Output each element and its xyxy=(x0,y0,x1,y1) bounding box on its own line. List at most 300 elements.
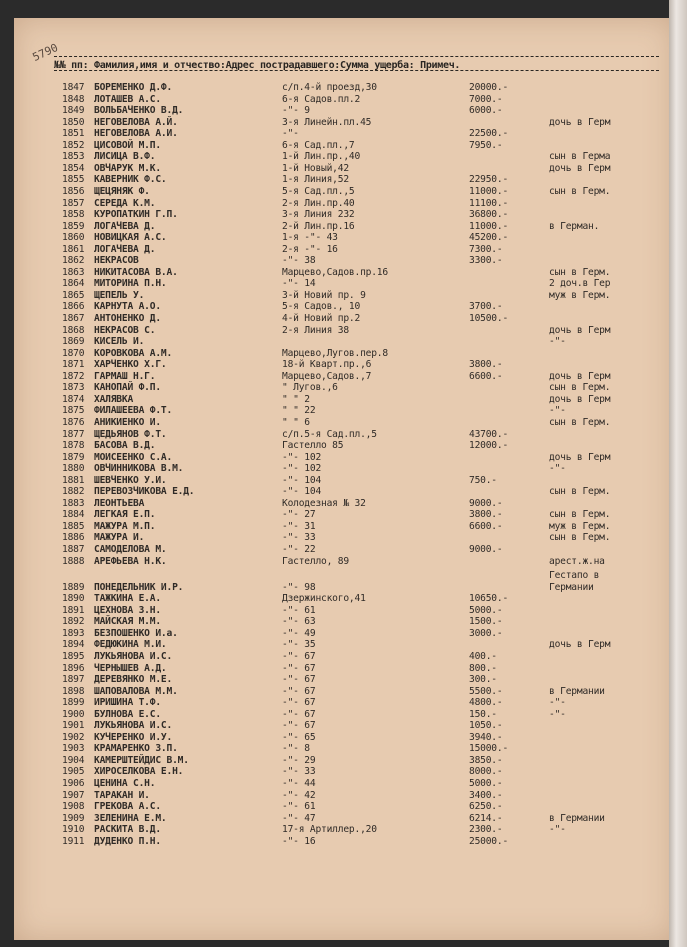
record-address: -"- 98 xyxy=(282,581,316,593)
record-note: сын в Герм. xyxy=(549,266,611,278)
record-number: 1867 xyxy=(62,313,85,324)
record-note: муж в Герм. xyxy=(549,289,611,301)
record-amount: 1050.- xyxy=(469,720,503,732)
record-number: 1891 xyxy=(62,604,85,616)
record-name: ХИРОСЕЛКОВА Е.Н. xyxy=(94,766,184,778)
record-note: -"- xyxy=(549,463,566,475)
table-row xyxy=(14,313,674,324)
record-address: " " 2 xyxy=(282,393,310,405)
record-name: КУЧЕРЕНКО И.У. xyxy=(94,731,173,743)
record-address: -"- 67 xyxy=(282,674,316,686)
record-address: -"- 104 xyxy=(282,486,322,498)
record-amount: 6600.- xyxy=(469,520,503,532)
record-address: 5-я Садов., 10 xyxy=(282,301,361,313)
record-name: КРАМАРЕНКО З.П. xyxy=(94,743,178,755)
record-number: 1882 xyxy=(62,486,85,498)
table-row xyxy=(14,82,674,93)
record-number: 1881 xyxy=(62,474,85,486)
record-number: 1900 xyxy=(62,708,85,720)
record-address: Гастелло, 89 xyxy=(282,555,349,567)
record-note: сын в Герм. xyxy=(549,382,611,394)
record-amount: 11000.- xyxy=(469,220,509,232)
record-note: сын в Герм. xyxy=(549,486,611,498)
table-row xyxy=(14,755,674,766)
table-row xyxy=(14,209,674,220)
table-row xyxy=(14,140,674,151)
record-name: АНИКИЕНКО И. xyxy=(94,416,161,428)
table-row xyxy=(14,128,674,139)
record-name: КАВЕРНИК Ф.С. xyxy=(94,174,167,186)
record-address: -"- 33 xyxy=(282,532,316,544)
table-row xyxy=(14,720,674,731)
table-row xyxy=(14,544,674,555)
record-name: ШЕВЧЕНКО У.И. xyxy=(94,474,167,486)
table-row xyxy=(14,290,674,301)
record-number: 1866 xyxy=(62,301,85,313)
record-number: 1858 xyxy=(62,209,85,221)
table-row xyxy=(14,117,674,128)
record-name: ЗЕЛЕНИНА Е.М. xyxy=(94,812,167,824)
record-amount: 5000.- xyxy=(469,604,503,616)
record-number: 1890 xyxy=(62,593,85,605)
record-amount: 3800.- xyxy=(469,509,503,521)
record-note: -"- xyxy=(549,824,566,836)
record-amount: 6000.- xyxy=(469,105,503,117)
record-name: ТАЖКИНА Е.А. xyxy=(94,593,161,605)
record-number: 1864 xyxy=(62,278,85,290)
record-number: 1889 xyxy=(62,581,85,593)
record-address: 3-я Линейн.пл.45 xyxy=(282,116,372,128)
record-name: ЛИСИЦА В.Ф. xyxy=(94,151,156,163)
record-note: сын в Герм. xyxy=(549,532,611,544)
record-number: 1894 xyxy=(62,639,85,651)
table-row xyxy=(14,151,674,162)
record-name: МАЙСКАЯ М.М. xyxy=(94,616,161,628)
record-amount: 1500.- xyxy=(469,616,503,628)
record-name: НЕГОВЕЛОВА А.И. xyxy=(94,128,178,140)
record-name: КУРОПАТКИН Г.П. xyxy=(94,209,178,221)
record-amount: 36800.- xyxy=(469,209,509,221)
record-address: 2-й Лин.пр.16 xyxy=(282,220,355,232)
record-number: 1903 xyxy=(62,743,85,755)
table-row xyxy=(14,732,674,743)
record-number: 1862 xyxy=(62,255,85,267)
record-note: в Германии xyxy=(549,685,605,697)
record-address: -"- 67 xyxy=(282,650,316,662)
record-number: 1898 xyxy=(62,685,85,697)
record-number: 1872 xyxy=(62,370,85,382)
record-name: БЕЗПОШЕНКО И.а. xyxy=(94,627,178,639)
record-address: 1-й Новый,42 xyxy=(282,162,349,174)
record-name: ОВЧИННИКОВА В.М. xyxy=(94,463,184,475)
record-number: 1848 xyxy=(62,93,85,105)
record-amount: 3700.- xyxy=(469,301,503,313)
record-amount: 3940.- xyxy=(469,731,503,743)
record-amount: 25000.- xyxy=(469,835,509,847)
record-address: " " 6 xyxy=(282,416,310,428)
record-number: 1907 xyxy=(62,789,85,801)
record-note: дочь в Герм xyxy=(549,393,611,405)
record-number: 1902 xyxy=(62,731,85,743)
record-note: дочь в Герм xyxy=(549,451,611,463)
table-row xyxy=(14,556,674,567)
record-address: 1-й Лин.пр.,40 xyxy=(282,151,361,163)
record-note: дочь в Герм xyxy=(549,162,611,174)
record-number: 1899 xyxy=(62,697,85,709)
record-name: ЦЕНИНА С.Н. xyxy=(94,778,156,789)
record-note: Гестапо в xyxy=(549,570,600,582)
record-name: ЦИСОВОЙ М.П. xyxy=(94,139,161,151)
record-number: 1856 xyxy=(62,185,85,197)
table-row xyxy=(14,570,674,581)
table-row xyxy=(14,836,674,847)
record-note: сын в Герм. xyxy=(549,416,611,428)
record-address: -"- 44 xyxy=(282,778,316,789)
record-number: 1885 xyxy=(62,520,85,532)
record-number: 1863 xyxy=(62,266,85,278)
record-name: ПОНЕДЕЛЬНИК И.Р. xyxy=(94,581,184,593)
record-address: Марцево,Садов.пр.16 xyxy=(282,266,388,278)
record-number: 1870 xyxy=(62,347,85,359)
table-row xyxy=(14,325,674,336)
record-number: 1886 xyxy=(62,532,85,544)
record-address: Марцево,Лугов.пер.8 xyxy=(282,347,388,359)
record-amount: 8000.- xyxy=(469,766,503,778)
record-name: ЛОТАШЕВ А.С. xyxy=(94,93,161,105)
record-amount: 4800.- xyxy=(469,697,503,709)
record-number: 1873 xyxy=(62,382,85,394)
record-address: -"- 65 xyxy=(282,731,316,743)
record-address: -"- 67 xyxy=(282,662,316,674)
record-number: 1905 xyxy=(62,766,85,778)
record-number: 1857 xyxy=(62,197,85,209)
record-number: 1909 xyxy=(62,812,85,824)
record-name: ЩЕДЬЯНОВ Ф.Т. xyxy=(94,428,167,440)
archive-mark: 5790 xyxy=(30,41,61,64)
record-amount: 150.- xyxy=(469,708,497,720)
record-amount: 6214.- xyxy=(469,812,503,824)
record-number: 1895 xyxy=(62,650,85,662)
table-row xyxy=(14,486,674,497)
record-name: АНТОНЕНКО Д. xyxy=(94,313,161,324)
record-amount: 3850.- xyxy=(469,754,503,766)
record-amount: 300.- xyxy=(469,674,497,686)
record-number: 1880 xyxy=(62,463,85,475)
record-name: ИРИШИНА Т.Ф. xyxy=(94,697,161,709)
table-row xyxy=(14,336,674,347)
table-row xyxy=(14,244,674,255)
table-row xyxy=(14,348,674,359)
table-row xyxy=(14,255,674,266)
record-amount: 6250.- xyxy=(469,801,503,813)
record-address: Дзержинского,41 xyxy=(282,593,366,605)
record-amount: 20000.- xyxy=(469,82,509,93)
record-number: 1877 xyxy=(62,428,85,440)
record-address: -"- 27 xyxy=(282,509,316,521)
record-number: 1892 xyxy=(62,616,85,628)
record-address: -"- 61 xyxy=(282,801,316,813)
record-name: БАСОВА В.Д. xyxy=(94,440,156,452)
record-amount: 10500.- xyxy=(469,313,509,324)
record-number: 1865 xyxy=(62,289,85,301)
table-row xyxy=(14,593,674,604)
record-address: 6-я Садов.пл.2 xyxy=(282,93,361,105)
table-row xyxy=(14,94,674,105)
table-row xyxy=(14,521,674,532)
record-amount: 2300.- xyxy=(469,824,503,836)
record-number: 1875 xyxy=(62,405,85,417)
record-name: ШАПОВАЛОВА М.М. xyxy=(94,685,178,697)
record-address: -"- 9 xyxy=(282,105,310,117)
record-number: 1904 xyxy=(62,754,85,766)
table-row xyxy=(14,778,674,789)
table-row xyxy=(14,232,674,243)
record-number: 1897 xyxy=(62,674,85,686)
record-name: НОВИЦКАЯ А.С. xyxy=(94,232,167,244)
table-row xyxy=(14,429,674,440)
record-number: 1869 xyxy=(62,336,85,348)
table-row xyxy=(14,498,674,509)
record-address: 2-я Лин.пр.40 xyxy=(282,197,355,209)
record-address: -"- 67 xyxy=(282,708,316,720)
record-number: 1876 xyxy=(62,416,85,428)
record-amount: 15000.- xyxy=(469,743,509,755)
record-name: НЕГОВЕЛОВА А.Й. xyxy=(94,116,178,128)
record-note: дочь в Герм xyxy=(549,370,611,382)
table-row xyxy=(14,221,674,232)
record-amount: 5000.- xyxy=(469,778,503,789)
record-number: 1908 xyxy=(62,801,85,813)
record-number: 1887 xyxy=(62,544,85,555)
record-amount: 11000.- xyxy=(469,185,509,197)
table-row xyxy=(14,813,674,824)
record-number: 1855 xyxy=(62,174,85,186)
table-row xyxy=(14,198,674,209)
record-number: 1847 xyxy=(62,82,85,93)
record-address: -"- 67 xyxy=(282,720,316,732)
record-name: ЩЕЦЯНЯК Ф. xyxy=(94,185,150,197)
table-row xyxy=(14,801,674,812)
table-row xyxy=(14,382,674,393)
record-address: с/п.5-я Сад.пл.,5 xyxy=(282,428,377,440)
record-address: " Лугов.,6 xyxy=(282,382,338,394)
table-row xyxy=(14,105,674,116)
table-row xyxy=(14,163,674,174)
record-name: ЧЕРНЫШЕВ А.Д. xyxy=(94,662,167,674)
table-row xyxy=(14,174,674,185)
record-name: ЛОГАЧЕВА Д. xyxy=(94,243,156,255)
record-address: 1-я -"- 43 xyxy=(282,232,338,244)
record-name: ЛУКЬЯНОВА И.С. xyxy=(94,720,173,732)
table-row xyxy=(14,301,674,312)
table-row xyxy=(14,405,674,416)
record-note: дочь в Герм xyxy=(549,116,611,128)
record-name: ХАРЧЕНКО Х.Г. xyxy=(94,359,167,371)
record-number: 1868 xyxy=(62,324,85,336)
record-name: ЦЕХНОВА З.Н. xyxy=(94,604,161,616)
table-row xyxy=(14,359,674,370)
record-amount: 22500.- xyxy=(469,128,509,140)
record-name: КАМЕРШТЕЙДИС В.М. xyxy=(94,754,189,766)
record-name: МАЖУРА И. xyxy=(94,532,145,544)
record-address: -"- 102 xyxy=(282,451,322,463)
record-address: -"- 67 xyxy=(282,697,316,709)
record-note: сын в Герм. xyxy=(549,509,611,521)
record-name: ФИЛАШЕЕВА Ф.Т. xyxy=(94,405,173,417)
table-row xyxy=(14,371,674,382)
record-name: МОИСЕЕНКО С.А. xyxy=(94,451,173,463)
record-name: НИКИТАСОВА В.А. xyxy=(94,266,178,278)
table-row xyxy=(14,267,674,278)
record-number: 1896 xyxy=(62,662,85,674)
record-name: СЕРЕДА К.М. xyxy=(94,197,156,209)
record-address: 3-й Новий пр. 9 xyxy=(282,289,366,301)
table-row xyxy=(14,509,674,520)
record-address: -"- 49 xyxy=(282,627,316,639)
record-address: 3-я Линия 232 xyxy=(282,209,355,221)
record-note: дочь в Герм xyxy=(549,324,611,336)
record-name: ХАЛЯВКА xyxy=(94,393,134,405)
table-row xyxy=(14,743,674,754)
record-amount: 400.- xyxy=(469,650,497,662)
record-amount: 22950.- xyxy=(469,174,509,186)
record-name: ВОЛЬБАЧЕНКО В.Д. xyxy=(94,105,184,117)
record-address: 6-я Сад.пл.,7 xyxy=(282,139,355,151)
record-address: -"- 42 xyxy=(282,789,316,801)
record-name: САМОДЕЛОВА М. xyxy=(94,544,167,555)
table-row xyxy=(14,766,674,777)
record-amount: 45200.- xyxy=(469,232,509,244)
record-note: арест.ж.на xyxy=(549,555,605,567)
record-address: Марцево,Садов.,7 xyxy=(282,370,372,382)
record-name: АРЕФЬЕВА Н.К. xyxy=(94,555,167,567)
record-number: 1860 xyxy=(62,232,85,244)
record-name: БОРЕМЕНКО Д.Ф. xyxy=(94,82,173,93)
record-name: КИСЕЛЬ И. xyxy=(94,336,145,348)
table-row xyxy=(14,278,674,289)
record-amount: 6600.- xyxy=(469,370,503,382)
record-number: 1874 xyxy=(62,393,85,405)
record-note: сын в Герма xyxy=(549,151,611,163)
record-note: сын в Герм. xyxy=(549,185,611,197)
table-header: №№ пп: Фамилия,имя и отчество:Адрес пострадавшего:Сумма ущерба: Примеч. xyxy=(54,56,659,71)
record-amount: 5500.- xyxy=(469,685,503,697)
record-address: -"- 61 xyxy=(282,604,316,616)
record-address: -"- 102 xyxy=(282,463,322,475)
record-number: 1850 xyxy=(62,116,85,128)
table-row xyxy=(14,697,674,708)
record-name: КАРНУТА А.О. xyxy=(94,301,161,313)
table-row xyxy=(14,417,674,428)
record-number: 1851 xyxy=(62,128,85,140)
record-amount: 800.- xyxy=(469,662,497,674)
record-amount: 7300.- xyxy=(469,243,503,255)
record-amount: 10650.- xyxy=(469,593,509,605)
record-name: ЩЕПЕЛЬ У. xyxy=(94,289,145,301)
record-number: 1910 xyxy=(62,824,85,836)
record-number: 1878 xyxy=(62,440,85,452)
record-name: ЛОГАЧЕВА Д. xyxy=(94,220,156,232)
record-amount: 3400.- xyxy=(469,789,503,801)
record-name: КОРОВКОВА А.М. xyxy=(94,347,173,359)
record-name: ГАРМАШ Н.Г. xyxy=(94,370,156,382)
record-amount: 750.- xyxy=(469,474,497,486)
record-name: ФЕДЮКИНА М.И. xyxy=(94,639,167,651)
record-address: 1-я Линия,52 xyxy=(282,174,349,186)
record-amount: 3800.- xyxy=(469,359,503,371)
record-address: 18-й Кварт.пр.,6 xyxy=(282,359,372,371)
record-number: 1911 xyxy=(62,835,85,847)
record-amount: 3300.- xyxy=(469,255,503,267)
table-row xyxy=(14,824,674,835)
record-note: -"- xyxy=(549,697,566,709)
record-note: 2 доч.в Гер xyxy=(549,278,611,290)
table-row xyxy=(14,628,674,639)
record-address: -"- 8 xyxy=(282,743,310,755)
table-row xyxy=(14,582,674,593)
record-address: Колодезная № 32 xyxy=(282,497,366,509)
record-name: ДУДЕНКО П.Н. xyxy=(94,835,161,847)
record-amount: 12000.- xyxy=(469,440,509,452)
record-address: -"- xyxy=(282,128,299,140)
record-amount: 9000.- xyxy=(469,497,503,509)
table-row xyxy=(14,709,674,720)
record-amount: 7000.- xyxy=(469,93,503,105)
record-number: 1852 xyxy=(62,139,85,151)
record-address: 5-я Сад.пл.,5 xyxy=(282,185,355,197)
table-row xyxy=(14,186,674,197)
record-address: -"- 31 xyxy=(282,520,316,532)
table-row xyxy=(14,452,674,463)
record-number: 1854 xyxy=(62,162,85,174)
record-note: Германии xyxy=(549,581,594,593)
record-number: 1879 xyxy=(62,451,85,463)
table-row xyxy=(14,639,674,650)
table-row xyxy=(14,605,674,616)
table-row xyxy=(14,616,674,627)
record-number: 1888 xyxy=(62,555,85,567)
table-row xyxy=(14,475,674,486)
record-address: 4-й Новий пр.2 xyxy=(282,313,361,324)
record-number: 1901 xyxy=(62,720,85,732)
record-address: 2-я -"- 16 xyxy=(282,243,338,255)
table-row xyxy=(14,532,674,543)
record-number: 1871 xyxy=(62,359,85,371)
record-name: ДЕРЕВЯНКО М.Е. xyxy=(94,674,173,686)
record-name: КАНОПАЙ Ф.П. xyxy=(94,382,161,394)
header-divider xyxy=(54,70,659,71)
record-amount: 3000.- xyxy=(469,627,503,639)
record-address: -"- 22 xyxy=(282,544,316,555)
record-address: -"- 38 xyxy=(282,255,316,267)
record-number: 1853 xyxy=(62,151,85,163)
record-name: МАЖУРА М.П. xyxy=(94,520,156,532)
table-row xyxy=(14,663,674,674)
record-address: -"- 16 xyxy=(282,835,316,847)
record-name: РАСКИТА В.Д. xyxy=(94,824,161,836)
record-address: -"- 33 xyxy=(282,766,316,778)
record-name: НЕКРАСОВ С. xyxy=(94,324,156,336)
record-address: 2-я Линия 38 xyxy=(282,324,349,336)
record-name: ТАРАКАН И. xyxy=(94,789,150,801)
record-note: -"- xyxy=(549,405,566,417)
record-address: -"- 104 xyxy=(282,474,322,486)
record-number: 1861 xyxy=(62,243,85,255)
record-name: ЛЕГКАЯ Е.П. xyxy=(94,509,156,521)
record-note: -"- xyxy=(549,336,566,348)
table-row xyxy=(14,394,674,405)
record-number: 1849 xyxy=(62,105,85,117)
